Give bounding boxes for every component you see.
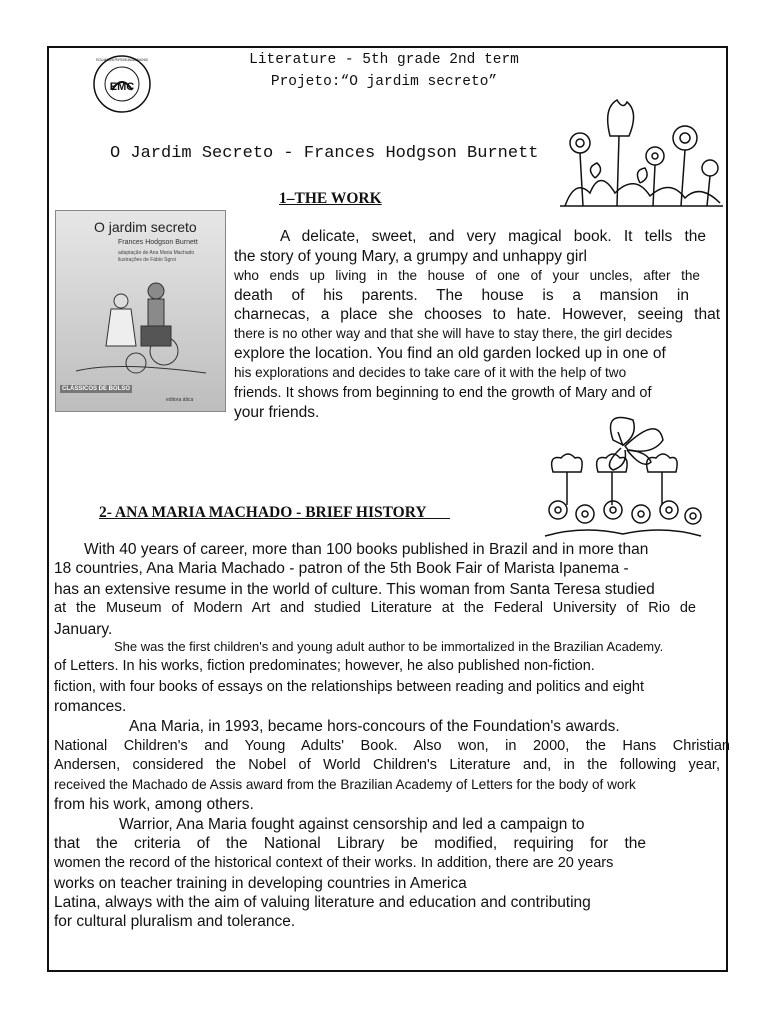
bio-line: at the Museum of Modern Art and studied Literature at the Federal University of Rio de xyxy=(54,600,696,616)
work-line: A delicate, sweet, and very magical book. It tells the xyxy=(280,228,706,245)
bio-line: from his work, among others. xyxy=(54,796,254,813)
butterfly-tulips-illustration xyxy=(543,410,703,540)
bio-line: National Children's and Young Adults' Book. Also won, in 2000, the Hans Christian xyxy=(54,738,730,754)
bio-line: has an extensive resume in the world of culture. This woman from Santa Teresa studied xyxy=(54,581,655,598)
cover-publisher: editora ática xyxy=(166,397,194,403)
work-line: death of his parents. The house is a mansion in xyxy=(234,287,689,304)
work-line: his explorations and decides to take care of it with the help of two xyxy=(234,365,627,380)
cover-author: Frances Hodgson Burnett xyxy=(118,239,198,246)
work-line: friends. It shows from beginning to end the growth of Mary and of xyxy=(234,385,652,401)
main-title: O Jardim Secreto - Frances Hodgson Burnett xyxy=(110,144,539,163)
work-line: the story of young Mary, a grumpy and unhappy girl xyxy=(234,248,587,265)
bio-line: for cultural pluralism and tolerance. xyxy=(54,913,296,930)
bio-line: received the Machado de Assis award from the Brazilian Academy of Letters for the body of work xyxy=(54,777,636,792)
cover-illustrations: ilustrações de Fábio Sgroi xyxy=(118,257,176,263)
bio-line: fiction, with four books of essays on the relationships between reading and politics and eight xyxy=(54,679,645,695)
section-2-heading-text: 2- ANA MARIA MACHADO - BRIEF HISTORY xyxy=(99,504,427,521)
work-line: your friends. xyxy=(234,404,320,421)
section-2-heading xyxy=(99,504,450,522)
section-1-heading: 1–THE WORK xyxy=(279,190,382,207)
header-line-1: Literature - 5th grade 2nd term xyxy=(249,52,519,68)
bio-line: January. xyxy=(54,621,113,638)
bio-line: works on teacher training in developing countries in America xyxy=(54,875,467,892)
bio-line: She was the first children's and young adult author to be immortalized in the Brazilian Academy. xyxy=(114,639,664,654)
bio-line: Andersen, considered the Nobel of World Children's Literature and, in the following year, xyxy=(54,757,720,773)
flowers-illustration xyxy=(555,98,725,210)
cover-title: O jardim secreto xyxy=(94,219,197,235)
cover-adaptation: adaptação de Ana Maria Machado xyxy=(118,250,195,256)
work-line: there is no other way and that she will have to stay there, the girl decides xyxy=(234,326,673,341)
logo-ring-text: ESCOLA MUNICIPAL PROFESSORA ANA MARIA MACHADO xyxy=(96,57,148,62)
bio-line: Ana Maria, in 1993, became hors-concours of the Foundation's awards. xyxy=(129,718,620,735)
bio-line: Warrior, Ana Maria fought against censorship and led a campaign to xyxy=(119,816,585,833)
bio-line: women the record of the historical context of their works. In addition, there are 20 years xyxy=(54,855,614,871)
bio-line: romances. xyxy=(54,698,127,715)
work-line: charnecas, a place she chooses to hate. However, seeing that xyxy=(234,306,720,323)
bio-line: that the criteria of the National Library be modified, requiring for the xyxy=(54,835,646,852)
work-line: explore the location. You find an old garden locked up in one of xyxy=(234,345,666,362)
header-line-2: Projeto:“O jardim secreto” xyxy=(270,74,498,90)
bio-line: of Letters. In his works, fiction predominates; however, he also published non-fiction. xyxy=(54,658,595,674)
cover-illustration xyxy=(76,271,206,381)
work-line: who ends up living in the house of one of your uncles, after the xyxy=(234,268,700,283)
section-1-text xyxy=(234,228,720,428)
logo-letters: EMC xyxy=(109,81,135,93)
bio-line: With 40 years of career, more than 100 books published in Brazil and in more than xyxy=(84,541,649,558)
bio-line: Latina, always with the aim of valuing literature and education and contributing xyxy=(54,894,591,911)
book-cover-image xyxy=(55,210,226,412)
cover-series: CLÁSSICOS DE BOLSO xyxy=(62,386,131,392)
bio-line: 18 countries, Ana Maria Machado - patron of the 5th Book Fair of Marista Ipanema - xyxy=(54,560,629,577)
section-2-text xyxy=(54,541,740,941)
